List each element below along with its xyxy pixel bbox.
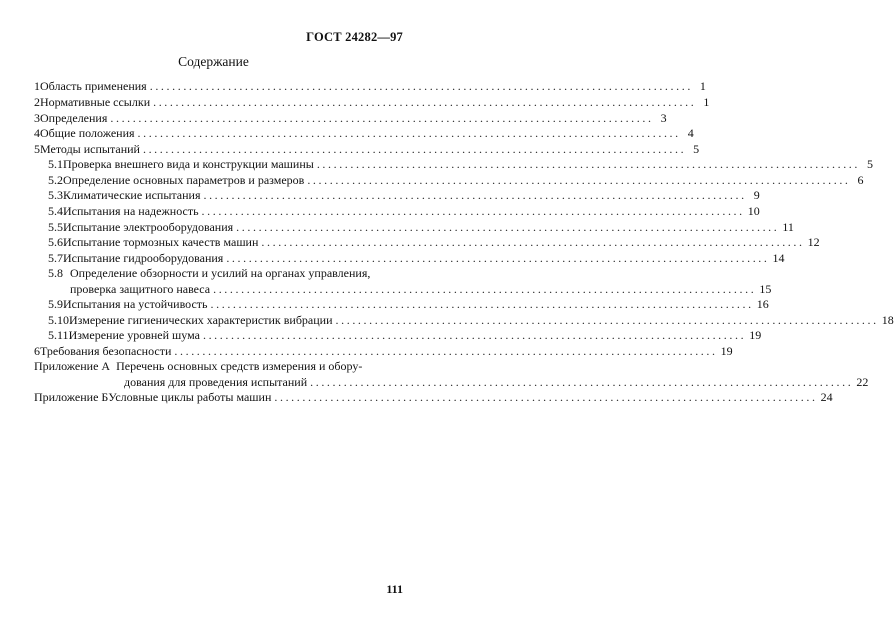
toc-entry-3: [34, 111, 667, 125]
toc-entry-title: Испытание электрооборудования: [63, 220, 234, 234]
leader-dots: .................................................................................................: [307, 173, 851, 187]
leader-dots: .................................................................................................: [174, 344, 718, 358]
toc-entry-title: Перечень основных средств измерения и обору-: [116, 359, 363, 373]
toc-entry-title: Нормативные ссылки: [40, 95, 151, 109]
toc-entry-title: Общие положения: [40, 126, 135, 140]
toc-entry-title: Определение обзорности и усилий на органах управления,: [70, 266, 371, 280]
toc-entry-number: 5.9: [48, 297, 63, 311]
toc-appendix-b: [34, 390, 833, 404]
toc-entry-title: Измерение гигиенических характеристик вибрации: [69, 313, 333, 327]
toc-entry-page: 4: [687, 126, 694, 140]
leader-dots: .................................................................................................: [335, 313, 879, 327]
toc-entry-page: 11: [782, 220, 794, 234]
toc-entry-page: 19: [720, 344, 733, 358]
toc-entry-title: Требования безопасности: [40, 344, 172, 358]
toc-entry-page: 10: [747, 204, 760, 218]
toc-entry-number: 6: [34, 344, 40, 358]
toc-entry-page: 1: [703, 95, 710, 109]
toc-entry-number: 5.5: [48, 220, 63, 234]
leader-dots: .................................................................................................: [142, 142, 687, 156]
toc-entry-5-7: [48, 251, 785, 265]
toc-entry-title: Испытания на устойчивость: [63, 297, 208, 311]
toc-entry-title: Измерение уровней шума: [68, 328, 200, 342]
toc-entry-5-5: [48, 220, 794, 234]
toc-entry-5-8-line1: [48, 266, 370, 280]
toc-entry-page: 9: [753, 188, 760, 202]
toc-entry-5: [34, 142, 700, 156]
toc-entry-page: 5: [867, 157, 874, 171]
appendix-label: Приложение А: [34, 359, 111, 373]
toc-entry-5-1: [48, 157, 874, 171]
leader-dots: .................................................................................................: [202, 328, 747, 342]
toc-entry-page: 18: [881, 313, 894, 327]
leader-dots: .................................................................................................: [274, 390, 818, 404]
toc-entry-title: Испытание гидрооборудования: [63, 251, 224, 265]
toc-entry-page: 16: [756, 297, 769, 311]
toc-entry-page: 6: [857, 173, 864, 187]
toc-entry-title: Условные циклы работы машин: [108, 390, 272, 404]
leader-dots: .................................................................................................: [310, 375, 854, 389]
toc-entry-title: Определения: [40, 111, 108, 125]
toc-entry-page: 22: [856, 375, 869, 389]
leader-dots: .................................................................................................: [316, 157, 861, 171]
toc-entry-title: Испытания на надежность: [63, 204, 199, 218]
toc-entry-page: 14: [772, 251, 785, 265]
toc-entry-number: 5.11: [48, 328, 69, 342]
leader-dots: .................................................................................................: [261, 235, 805, 249]
toc-entry-page: 19: [749, 328, 762, 342]
toc-entry-5-6: [48, 235, 820, 249]
leader-dots: .................................................................................................: [213, 282, 757, 296]
toc-entry-page: 15: [759, 282, 772, 296]
toc-entry-title: Определение основных параметров и размеров: [63, 173, 305, 187]
toc-entry-page: 3: [660, 111, 667, 125]
leader-dots: .................................................................................................: [210, 297, 754, 311]
toc-entry-5-9: [48, 297, 769, 311]
document-code: ГОСТ 24282—97: [306, 30, 403, 44]
page-title: Содержание: [178, 54, 249, 69]
toc-entry-page: 5: [693, 142, 700, 156]
toc-entry-5-11: [48, 328, 762, 342]
leader-dots: .................................................................................................: [201, 204, 745, 218]
toc-entry-title: Методы испытаний: [40, 142, 140, 156]
toc-entry-title-continued: проверка защитного навеса: [70, 282, 211, 296]
toc-entry-number: 1: [34, 79, 40, 93]
toc-entry-page: 24: [820, 390, 833, 404]
toc-entry-title: Испытание тормозных качеств машин: [63, 235, 259, 249]
page-number: 111: [386, 582, 403, 596]
toc-entry-number: 5.2: [48, 173, 63, 187]
toc-entry-number: 5.4: [48, 204, 63, 218]
leader-dots: .................................................................................................: [203, 188, 747, 202]
leader-dots: .................................................................................................: [149, 79, 693, 93]
toc-entry-title: Проверка внешнего вида и конструкции машины: [63, 157, 314, 171]
toc-entry-5-4: [48, 204, 760, 218]
leader-dots: .................................................................................................: [153, 95, 697, 109]
toc-entry-title-continued: дования для проведения испытаний: [124, 375, 308, 389]
toc-entry-number: 5.8: [48, 266, 63, 280]
toc-entry-6: [34, 344, 733, 358]
toc-entry-number: 5.3: [48, 188, 63, 202]
toc-entry-2: [34, 95, 710, 109]
leader-dots: .................................................................................................: [137, 126, 681, 140]
leader-dots: .................................................................................................: [236, 220, 780, 234]
toc-entry-number: 5: [34, 142, 40, 156]
toc-entry-title: Область применения: [40, 79, 147, 93]
toc-entry-number: 5.10: [48, 313, 69, 327]
toc-entry-number: 4: [34, 126, 40, 140]
toc-entry-number: 2: [34, 95, 40, 109]
toc-entry-number: 5.1: [48, 157, 63, 171]
toc-appendix-a-line2: [124, 375, 869, 389]
toc-entry-number: 3: [34, 111, 40, 125]
toc-entry-number: 5.7: [48, 251, 63, 265]
toc-entry-title: Климатические испытания: [63, 188, 201, 202]
toc-entry-5-2: [48, 173, 864, 187]
toc-entry-page: 1: [699, 79, 706, 93]
appendix-label: Приложение Б: [34, 390, 109, 404]
toc-entry-number: 5.6: [48, 235, 63, 249]
toc-appendix-a-line1: [34, 359, 362, 373]
toc-entry-page: 12: [807, 235, 820, 249]
toc-entry-5-10: [48, 313, 894, 327]
toc-entry-5-8-line2: [70, 282, 772, 296]
toc-entry-4: [34, 126, 694, 140]
leader-dots: .................................................................................................: [110, 111, 654, 125]
toc-entry-5-3: [48, 188, 760, 202]
leader-dots: .................................................................................................: [226, 251, 770, 265]
toc-entry-1: [34, 79, 706, 93]
